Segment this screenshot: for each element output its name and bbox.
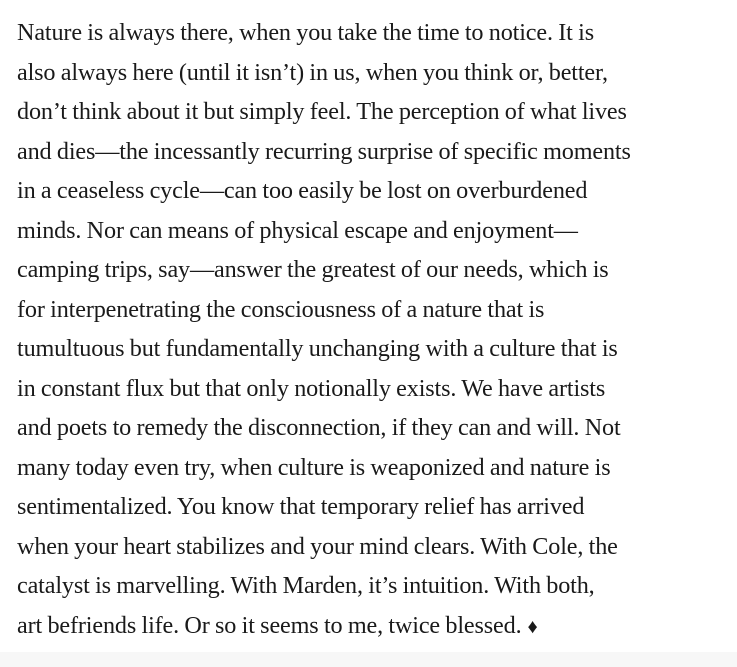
text-line: many today even try, when culture is weaponized and nature is: [17, 453, 611, 481]
text-line: and poets to remedy the disconnection, if they can and will. Not: [17, 414, 621, 441]
text-line: tumultuous but fundamentally unchanging with a culture that is: [17, 335, 618, 362]
last-text-line: [17, 606, 732, 648]
text-line: Nature is always there, when you take the time to notice. It is: [17, 19, 594, 46]
page-bottom-band: [0, 652, 737, 667]
text-line: art befriends life. Or so it seems to me, twice blessed.: [17, 611, 522, 639]
text-line: in a ceaseless cycle—can too easily be lost on overburdened: [17, 177, 588, 204]
text-line: when your heart stabilizes and your mind clears. With Cole, the: [17, 532, 618, 560]
text-line: sentimentalized. You know that temporary relief has arrived: [17, 493, 585, 520]
text-line: also always here (until it isn’t) in us, when you think or, better,: [17, 58, 608, 86]
text-line: camping trips, say—answer the greatest of our needs, which is: [17, 256, 609, 283]
text-line: catalyst is marvelling. With Marden, it’s intuition. With both,: [17, 572, 595, 599]
text-line: don’t think about it but simply feel. The perception of what lives: [17, 98, 627, 125]
text-line: minds. Nor can means of physical escape and enjoyment—: [17, 216, 578, 244]
text-line: for interpenetrating the consciousness of a nature that is: [17, 295, 545, 323]
text-line: in constant flux but that only notionally exists. We have artists: [17, 374, 606, 402]
diamond-end-mark-icon: ♦: [527, 615, 538, 638]
text-line: and dies—the incessantly recurring surprise of specific moments: [17, 137, 631, 165]
article-body: [17, 13, 732, 647]
